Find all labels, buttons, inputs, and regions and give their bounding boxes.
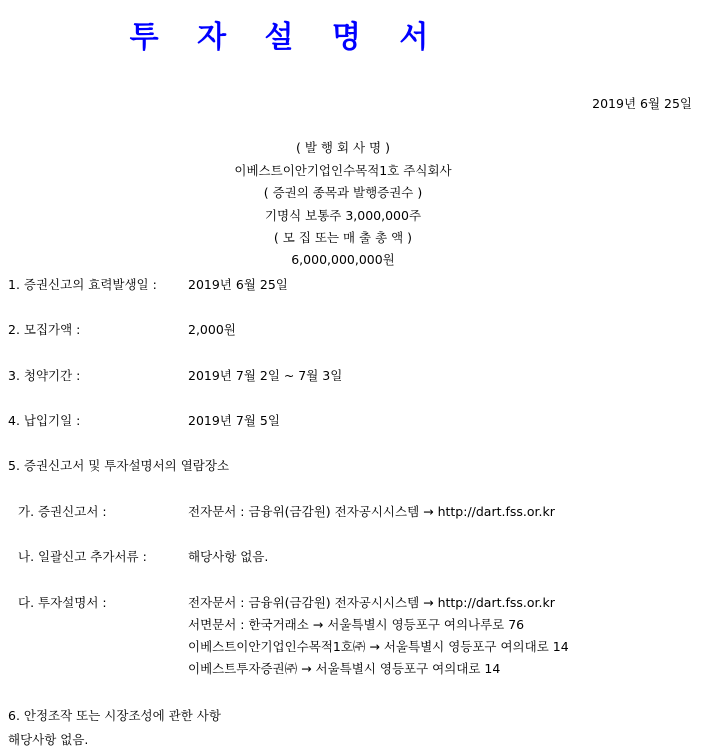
- offer-price-value: 2,000원: [188, 322, 236, 337]
- offer-price-label: 2. 모집가액 :: [8, 322, 81, 337]
- document-title: 투 자 설 명 서: [129, 20, 443, 55]
- subscription-period-label: 3. 청약기간 :: [8, 368, 81, 383]
- prospectus-line: 서면문서 : 한국거래소 → 서울특별시 영등포구 여의나루로 76: [188, 617, 525, 632]
- inspection-places-heading: 5. 증권신고서 및 투자설명서의 열람장소: [8, 458, 230, 473]
- prospectus-line: 이베스트투자증권㈜ → 서울특별시 영등포구 여의대로 14: [188, 661, 501, 676]
- issuer-label: ( 발 행 회 사 명 ): [296, 140, 390, 155]
- registration-line: 전자문서 : 금융위(금감원) 전자공시시스템 → http://dart.fss.or.kr: [188, 504, 555, 519]
- effective-date-label: 1. 증권신고의 효력발생일 :: [8, 277, 157, 292]
- amount-label: ( 모 집 또는 매 출 총 액 ): [273, 230, 413, 245]
- prospectus-label: 다. 투자설명서 :: [18, 595, 107, 610]
- subscription-period-value: 2019년 7월 2일 ~ 7월 3일: [188, 368, 343, 383]
- registration-label: 가. 증권신고서 :: [18, 504, 107, 519]
- prospectus-line: 이베스트이안기업인수목적1호㈜ → 서울특별시 영등포구 여의대로 14: [188, 639, 569, 654]
- issuer-name: 이베스트이안기업인수목적1호 주식회사: [234, 163, 452, 178]
- prospectus-line: 전자문서 : 금융위(금감원) 전자공시시스템 → http://dart.fss.or.kr: [188, 595, 555, 610]
- securities-value: 기명식 보통주 3,000,000주: [264, 208, 422, 223]
- payment-date-value: 2019년 7월 5일: [188, 413, 280, 428]
- stabilization-heading: 6. 안정조작 또는 시장조성에 관한 사항: [8, 708, 221, 723]
- securities-label: ( 증권의 종목과 발행증권수 ): [263, 185, 423, 200]
- shelf-docs-label: 나. 일괄신고 추가서류 :: [18, 549, 147, 564]
- effective-date-value: 2019년 6월 25일: [188, 277, 288, 292]
- document-date: 2019년 6월 25일: [592, 96, 692, 111]
- payment-date-label: 4. 납입기일 :: [8, 413, 81, 428]
- shelf-docs-line: 해당사항 없음.: [188, 549, 269, 564]
- stabilization-value: 해당사항 없음.: [8, 732, 89, 747]
- amount-value: 6,000,000,000원: [291, 252, 395, 267]
